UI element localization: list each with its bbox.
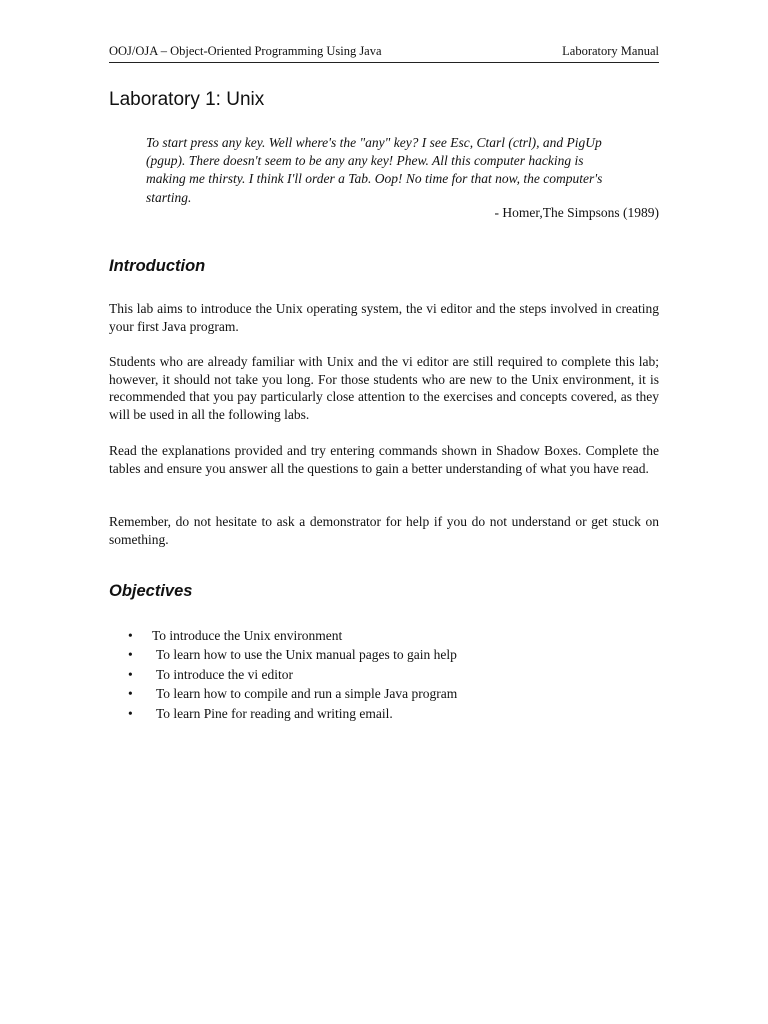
intro-paragraph: Read the explanations provided and try entering commands shown in Shadow Boxes. Complete the tables and ensure you answer all the questions to gain a better understanding of what you have read. [109, 443, 659, 476]
objective-item: • To learn how to compile and run a simple Java program [109, 684, 659, 703]
page-title: Laboratory 1: Unix [109, 89, 265, 110]
header-course-title: OOJ/OJA – Object-Oriented Programming Using Java [109, 44, 382, 58]
intro-paragraph: This lab aims to introduce the Unix operating system, the vi editor and the steps involved in creating your first Java program. [109, 301, 659, 334]
objective-item: • To introduce the vi editor [109, 665, 659, 684]
objectives-list [109, 626, 659, 723]
quote-attribution: - Homer,The Simpsons (1989) [494, 205, 659, 220]
page-header [109, 44, 659, 63]
objective-item: • To introduce the Unix environment [109, 626, 659, 645]
header-manual-label: Laboratory Manual [562, 44, 659, 58]
introduction-heading: Introduction [109, 257, 206, 275]
intro-paragraph: Remember, do not hesitate to ask a demonstrator for help if you do not understand or get stuck on something. [109, 514, 659, 547]
objective-item: • To learn how to use the Unix manual pages to gain help [109, 645, 659, 664]
objectives-heading: Objectives [109, 582, 193, 600]
objective-item: • To learn Pine for reading and writing email. [109, 704, 659, 723]
intro-paragraph: Students who are already familiar with Unix and the vi editor are still required to complete this lab; however, it should not take you long. For those students who are new to the Unix environment, it is recommended that you pay particularly close attention to the exercises and concepts covered, as they will be used in all the following labs. [109, 354, 659, 422]
epigraph-quote: To start press any key. Well where's the "any" key? I see Esc, Ctarl (ctrl), and PigUp (pgup). There doesn't seem to be any any key! Phew. All this computer hacking is making me thirsty. I think I'll order a Tab. Oop! No time for that now, the computer's starting. [146, 135, 603, 205]
